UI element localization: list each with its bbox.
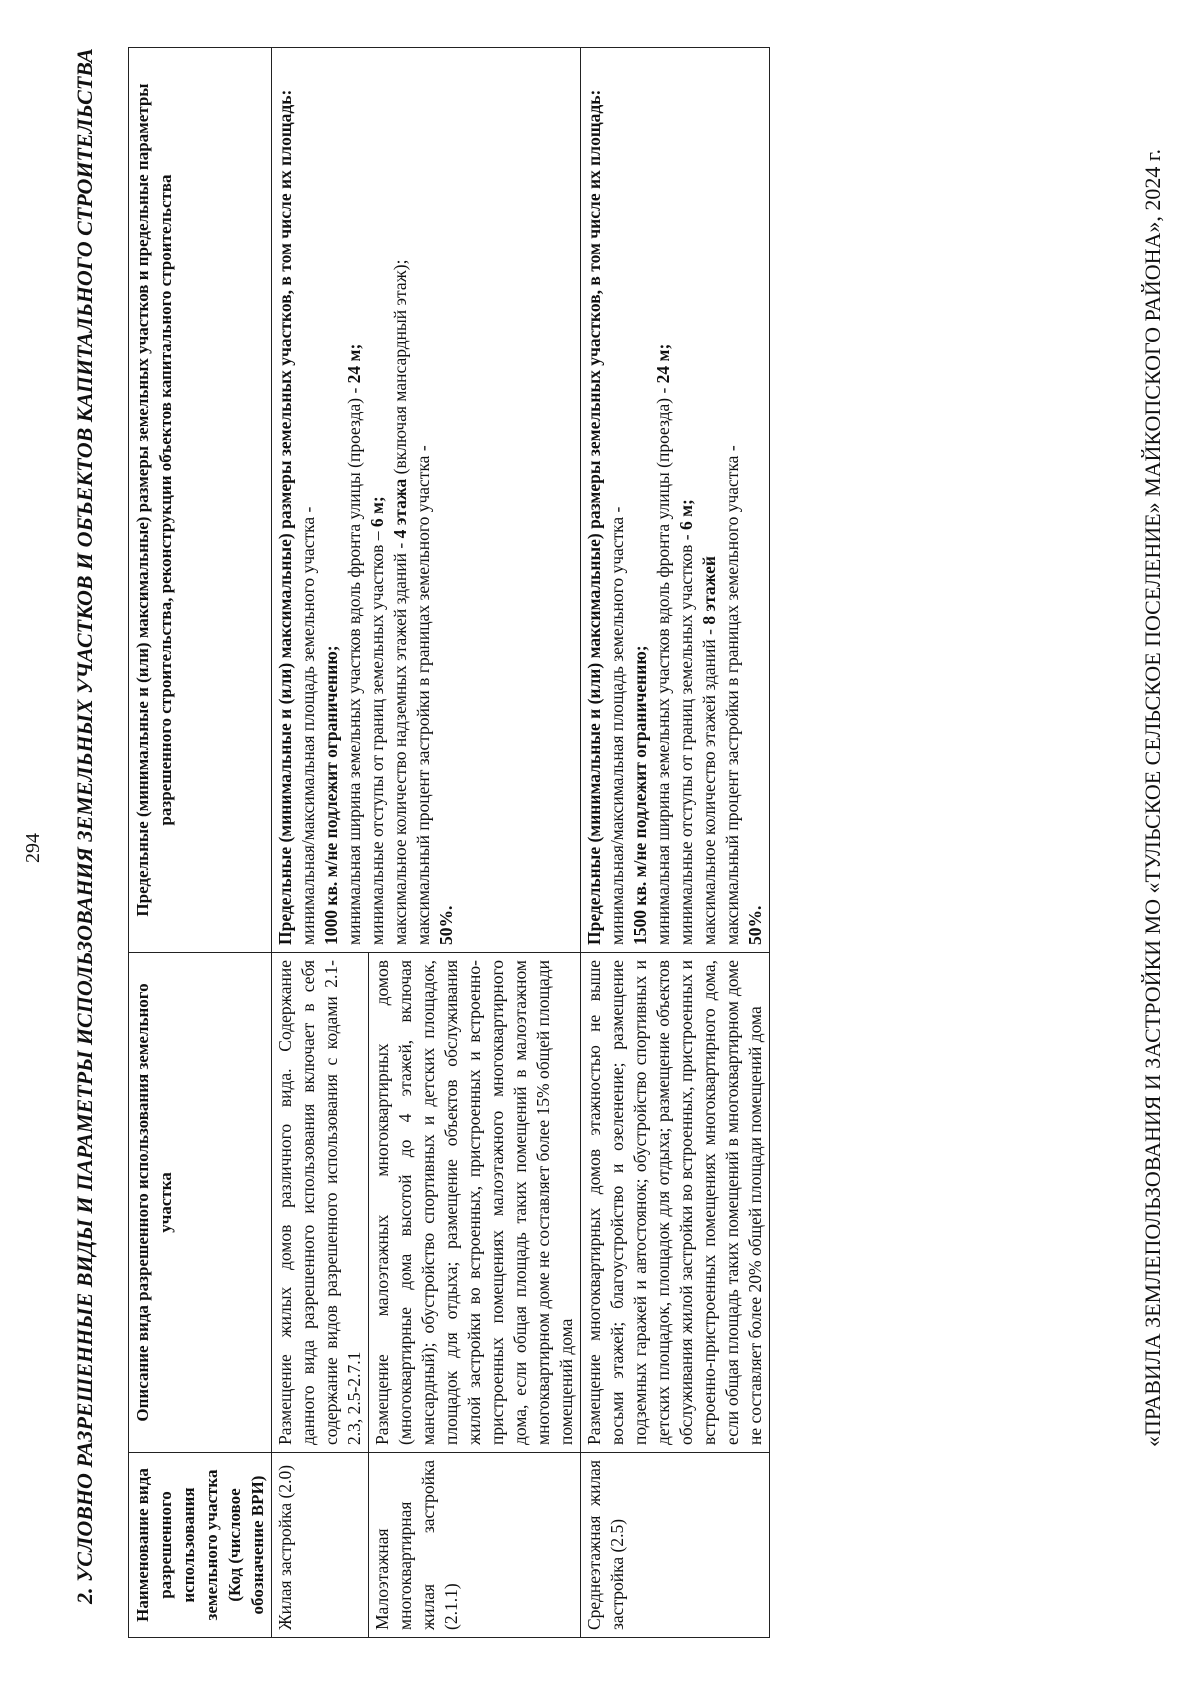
document-footer: «ПРАВИЛА ЗЕМЛЕПОЛЬЗОВАНИЯ И ЗАСТРОЙКИ МО «ТУЛЬСКОЕ СЕЛЬСКОЕ ПОСЕЛЕНИЕ» МАЙКОПСКОГО РАЙОНА», 2024 г.	[1140, 149, 1165, 1447]
col-header-description: Описание вида разрешенного использования земельного участка	[129, 953, 272, 1453]
params-coverage: максимальный процент застройки в границах земельного участка - 50%.	[722, 445, 765, 945]
params-width: минимальная ширина земельных участков вдоль фронта улицы (проезда) - 24 м;	[653, 343, 673, 945]
col-header-name: Наименование вида разрешенного использования земельного участка (Код (числовое обозначение ВРИ)	[129, 1453, 272, 1638]
params-area: минимальная/максимальная площадь земельного участка - 1000 кв. м/не подлежит ограничению;	[298, 506, 341, 945]
params-intro: Предельные (минимальные и (или) максимальные) размеры земельных участков, в том числе их площадь:	[275, 89, 295, 945]
use-description: Размещение малоэтажных многоквартирных домов (многоквартирные дома высотой до 4 этажей, включая мансардный); обустройство спортивных и детских площадок, площадок для отдыха; размещение объектов обслуживания жилой застройки во встроенных, пристроенных и встроенно-пристроенных помещениях малоэтажного многоквартирного дома, если общая площадь таких помещений в малоэтажном многоквартирном доме не составляет более 15% общей площади помещений дома	[369, 953, 581, 1453]
params-intro: Предельные (минимальные и (или) максимальные) размеры земельных участков, в том числе их площадь:	[584, 89, 604, 945]
params-area: минимальная/максимальная площадь земельного участка - 1500 кв. м/не подлежит ограничению;	[607, 506, 650, 945]
params-width: минимальная ширина земельных участков вдоль фронта улицы (проезда) - 24 м;	[344, 343, 364, 945]
section-heading: 2. УСЛОВНО РАЗРЕШЕННЫЕ ВИДЫ И ПАРАМЕТРЫ ИСПОЛЬЗОВАНИЯ ЗЕМЕЛЬНЫХ УЧАСТКОВ И ОБЪЕКТОВ КАПИТАЛЬНОГО СТРОИТЕЛЬСТВА	[72, 48, 97, 1604]
use-name: Малоэтажная многоквартирная жилая застройка (2.1.1)	[369, 1453, 581, 1638]
params-setback: минимальные отступы от границ земельных участков - 6 м;	[676, 499, 696, 945]
params-coverage: максимальный процент застройки в границах земельного участка - 50%.	[413, 445, 456, 945]
table-header-row	[129, 48, 272, 1638]
use-name: Жилая застройка (2.0)	[272, 1453, 369, 1638]
params-floors: максимальное количество надземных этажей зданий - 4 этажа (включая мансардный этаж);	[390, 259, 410, 945]
col-header-params: Предельные (минимальные и (или) максимальные) размеры земельных участков и предельные параметры разрешенного строительства, реконструкции объектов капитального строительства	[129, 48, 272, 953]
use-description: Размещение многоквартирных домов этажностью не выше восьми этажей; благоустройство и озеленение; размещение подземных гаражей и автостоянок; обустройство спортивных и детских площадок, площадок для отдыха; размещение объектов обслуживания жилой застройки во встроенных, пристроенных и встроенно-пристроенных помещениях многоквартирного дома, если общая площадь таких помещений в многоквартирном доме не составляет более 20% общей площади помещений дома	[581, 953, 770, 1453]
page-number: 294	[22, 833, 44, 863]
use-params	[581, 48, 770, 953]
use-name: Среднеэтажная жилая застройка (2.5)	[581, 1453, 770, 1638]
table-row	[272, 48, 369, 1638]
params-setback: минимальные отступы от границ земельных участков – 6 м;	[367, 496, 387, 945]
use-params	[272, 48, 581, 953]
use-description: Размещение жилых домов различного вида. Содержание данного вида разрешенного использования включает в себя содержание видов разрешенного использования с кодами 2.1-2.3, 2.5-2.7.1	[272, 953, 369, 1453]
table-row	[581, 48, 770, 1638]
params-floors: максимальное количество этажей зданий - 8 этажей	[699, 556, 719, 945]
permitted-use-table	[128, 47, 770, 1638]
